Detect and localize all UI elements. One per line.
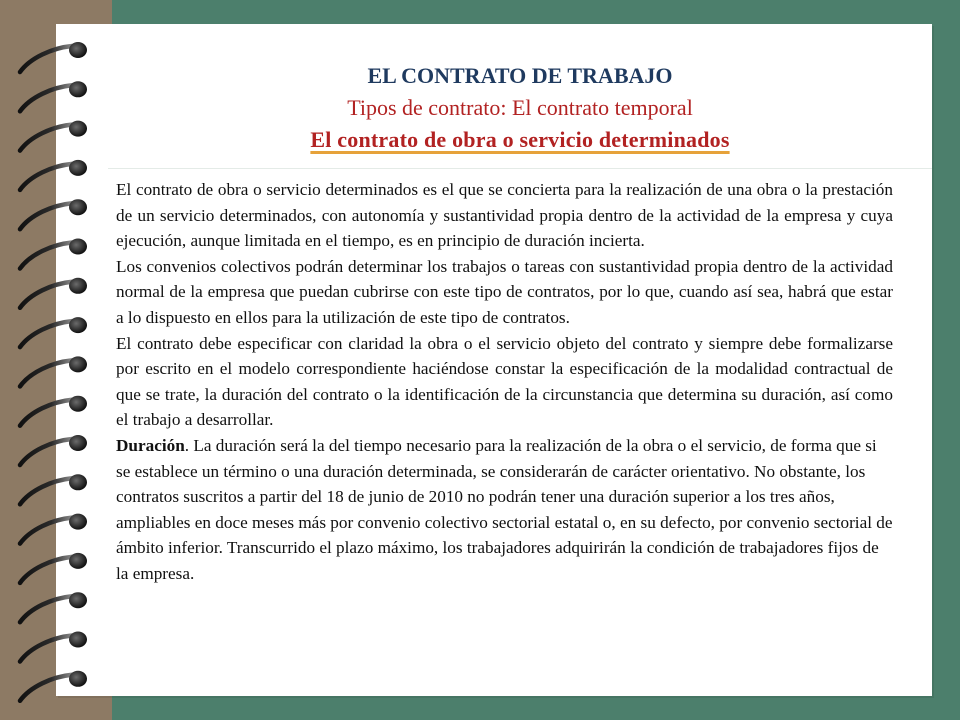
paragraph-3: El contrato debe especificar con claridad la obra o el servicio objeto del contrato y siempre debe formalizarse por escrito en el modelo correspondiente haciéndose constar la especificación de la modalidad contractual de que se trate, la duración del contrato o la identificación de la circunstancia que determina su duración, así como el trabajo a desarrollar. xyxy=(116,333,893,430)
spiral-ring-icon xyxy=(20,356,87,386)
spiral-binding-icon xyxy=(0,0,112,720)
page-subtitle: Tipos de contrato: El contrato temporal xyxy=(347,95,693,120)
spiral-ring-icon xyxy=(20,121,87,151)
spiral-ring-icon xyxy=(20,317,87,347)
spiral-ring-icon xyxy=(20,396,87,426)
body-text xyxy=(116,177,893,587)
divider xyxy=(108,168,932,169)
spiral-ring-icon xyxy=(20,514,87,544)
spiral-ring-icon xyxy=(20,42,87,72)
spiral-ring-icon xyxy=(20,278,87,308)
spiral-ring-icon xyxy=(20,474,87,504)
paragraph-2: Los convenios colectivos podrán determinar los trabajos o tareas con sustantividad propia dentro de la actividad normal de la empresa que puedan cubrirse con este tipo de contratos, por lo que, cuando así sea, habrá que estar a lo dispuesto en ellos para la utilización de este tipo de contratos. xyxy=(116,256,893,327)
duration-text: . La duración será la del tiempo necesario para la realización de la obra o el servicio, de forma que si se establece un término o una duración determinada, se considerarán de carácter orientativo. No obstante, los contratos suscritos a partir del 18 de junio de 2010 no podrán tener una duración superior a los tres años, ampliables en doce meses más por convenio colectivo sectorial estatal o, en su defecto, por convenio sectorial de ámbito inferior. Transcurrido el plazo máximo, los trabajadores adquirirán la condición de trabajadores fijos de la empresa. xyxy=(116,435,893,583)
spiral-ring-icon xyxy=(20,632,87,662)
spiral-ring-icon xyxy=(20,671,87,701)
header xyxy=(108,60,932,159)
page-title: EL CONTRATO DE TRABAJO xyxy=(367,63,673,88)
spiral-ring-icon xyxy=(20,553,87,583)
duration-label: Duración xyxy=(116,435,185,455)
spiral-ring-icon xyxy=(20,435,87,465)
spiral-ring-icon xyxy=(20,160,87,190)
paragraph-duration xyxy=(116,433,893,587)
paragraph-1: El contrato de obra o servicio determinados es el que se concierta para la realización de una obra o la prestación de un servicio determinados, con autonomía y sustantividad propia dentro de la actividad de la empresa y cuya ejecución, aunque limitada en el tiempo, es en principio de duración incierta. xyxy=(116,180,893,251)
section-title: El contrato de obra o servicio determinados xyxy=(310,127,730,152)
spiral-ring-icon xyxy=(20,199,87,229)
spiral-ring-icon xyxy=(20,81,87,111)
spiral-ring-icon xyxy=(20,592,87,622)
spiral-ring-icon xyxy=(20,239,87,269)
